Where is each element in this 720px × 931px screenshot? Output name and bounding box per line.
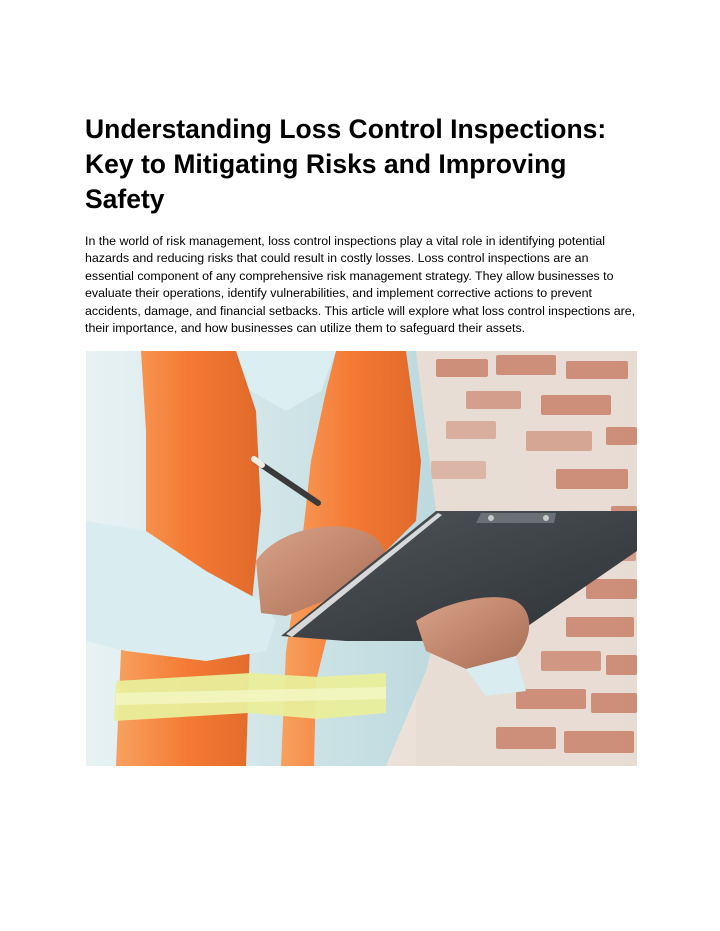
inspector-photo <box>86 351 637 766</box>
article-intro-paragraph: In the world of risk management, loss control inspections play a vital role in identifying potential hazards and reducing risks that could result in costly losses. Loss control inspections are an essential component of any comprehensive risk management strategy. They allow businesses to evaluate their operations, identify vulnerabilities, and implement corrective actions to prevent accidents, damage, and financial setbacks. This article will explore what loss control inspections are, their importance, and how businesses can utilize them to safeguard their assets. <box>85 234 636 336</box>
article-title: Understanding Loss Control Inspections: Key to Mitigating Risks and Improving Safety <box>85 114 607 214</box>
